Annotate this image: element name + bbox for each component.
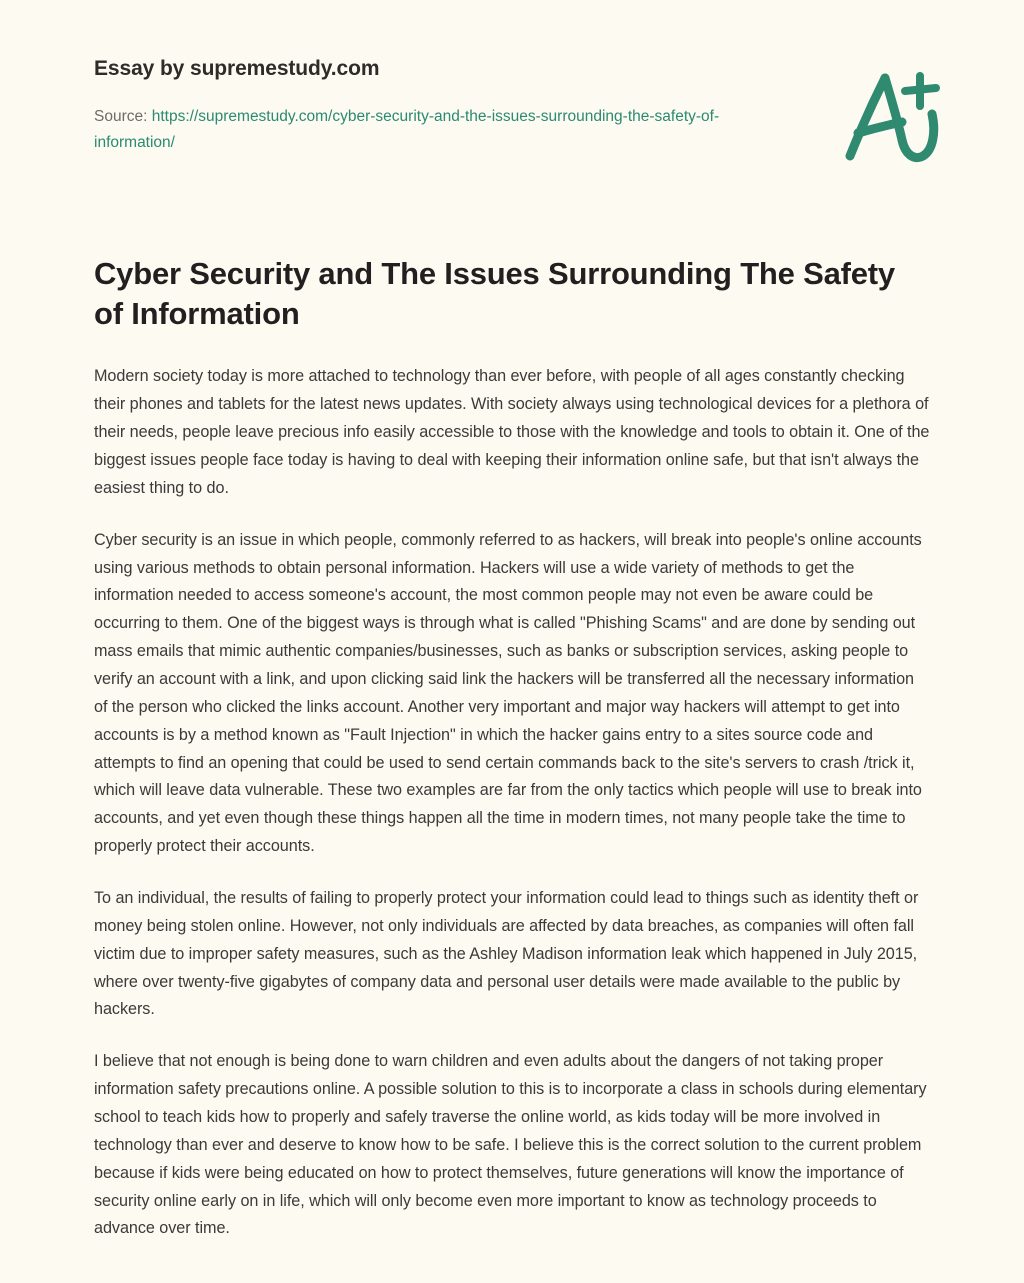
document-header bbox=[0, 0, 1024, 168]
paragraph: To an individual, the results of failing to properly protect your information could lead to things such as identity theft or money being stolen online. However, not only individuals are affected by data breaches, as companies will often fall victim due to improper safety measures, such as the Ashley Madison information leak which happened in July 2015, where over twenty-five gigabytes of company data and personal user details were made available to the public by hackers. bbox=[94, 888, 919, 1019]
a-plus-logo bbox=[832, 64, 952, 176]
paragraph: I believe that not enough is being done to warn children and even adults about the dangers of not taking proper information safety precautions online. A possible solution to this is to incorporate a class in schools during elementary school to teach kids how to properly and safely traverse the online world, as kids today will be more involved in technology than ever and deserve to know how to be safe. I believe this is the correct solution to the current problem because if kids were being educated on how to protect themselves, future generations will know the importance of security online early on in life, which will only become even more important to know as technology proceeds to advance over time. bbox=[94, 1052, 927, 1238]
article bbox=[0, 168, 1024, 1283]
source-url-link[interactable]: https://supremestudy.com/cyber-security-and-the-issues-surrounding-the-safety-of-information/ bbox=[94, 108, 720, 151]
article-body bbox=[94, 363, 930, 1243]
source-line bbox=[94, 104, 774, 155]
page-title: Cyber Security and The Issues Surrounding The Safety of Information bbox=[94, 256, 895, 331]
paragraph: Cyber security is an issue in which people, commonly referred to as hackers, will break into people's online accounts using various methods to obtain personal information. Hackers will use a wide variety of methods to get the information needed to access someone's account, the most common people may not even be aware could be occurring to them. One of the biggest ways is through what is called "Phishing Scams" and are done by sending out mass emails that mimic authentic companies/businesses, such as banks or subscription services, asking people to verify an account with a link, and upon clicking said link the hackers will be transferred all the necessary information of the person who clicked the links account. Another very important and major way hackers will attempt to get into accounts is by a method known as "Fault Injection" in which the hacker gains entry to a sites source code and attempts to find an opening that could be used to send certain commands back to the site's servers to crash /trick it, which will leave data vulnerable. These two examples are far from the only tactics which people will use to break into accounts, and yet even though these things happen all the time in modern times, not many people take the time to properly protect their accounts. bbox=[94, 530, 922, 856]
source-label: Source: bbox=[94, 108, 148, 126]
paragraph: Modern society today is more attached to technology than ever before, with people of all ages constantly checking their phones and tablets for the latest news updates. With society always using technological devices for a plethora of their needs, people leave precious info easily accessible to those with the knowledge and tools to obtain it. One of the biggest issues people face today is having to deal with keeping their information online safe, but that isn't always the easiest thing to do. bbox=[94, 367, 930, 497]
a-plus-logo-icon bbox=[832, 64, 952, 176]
essay-by-heading: Essay by supremestudy.com bbox=[94, 57, 380, 80]
